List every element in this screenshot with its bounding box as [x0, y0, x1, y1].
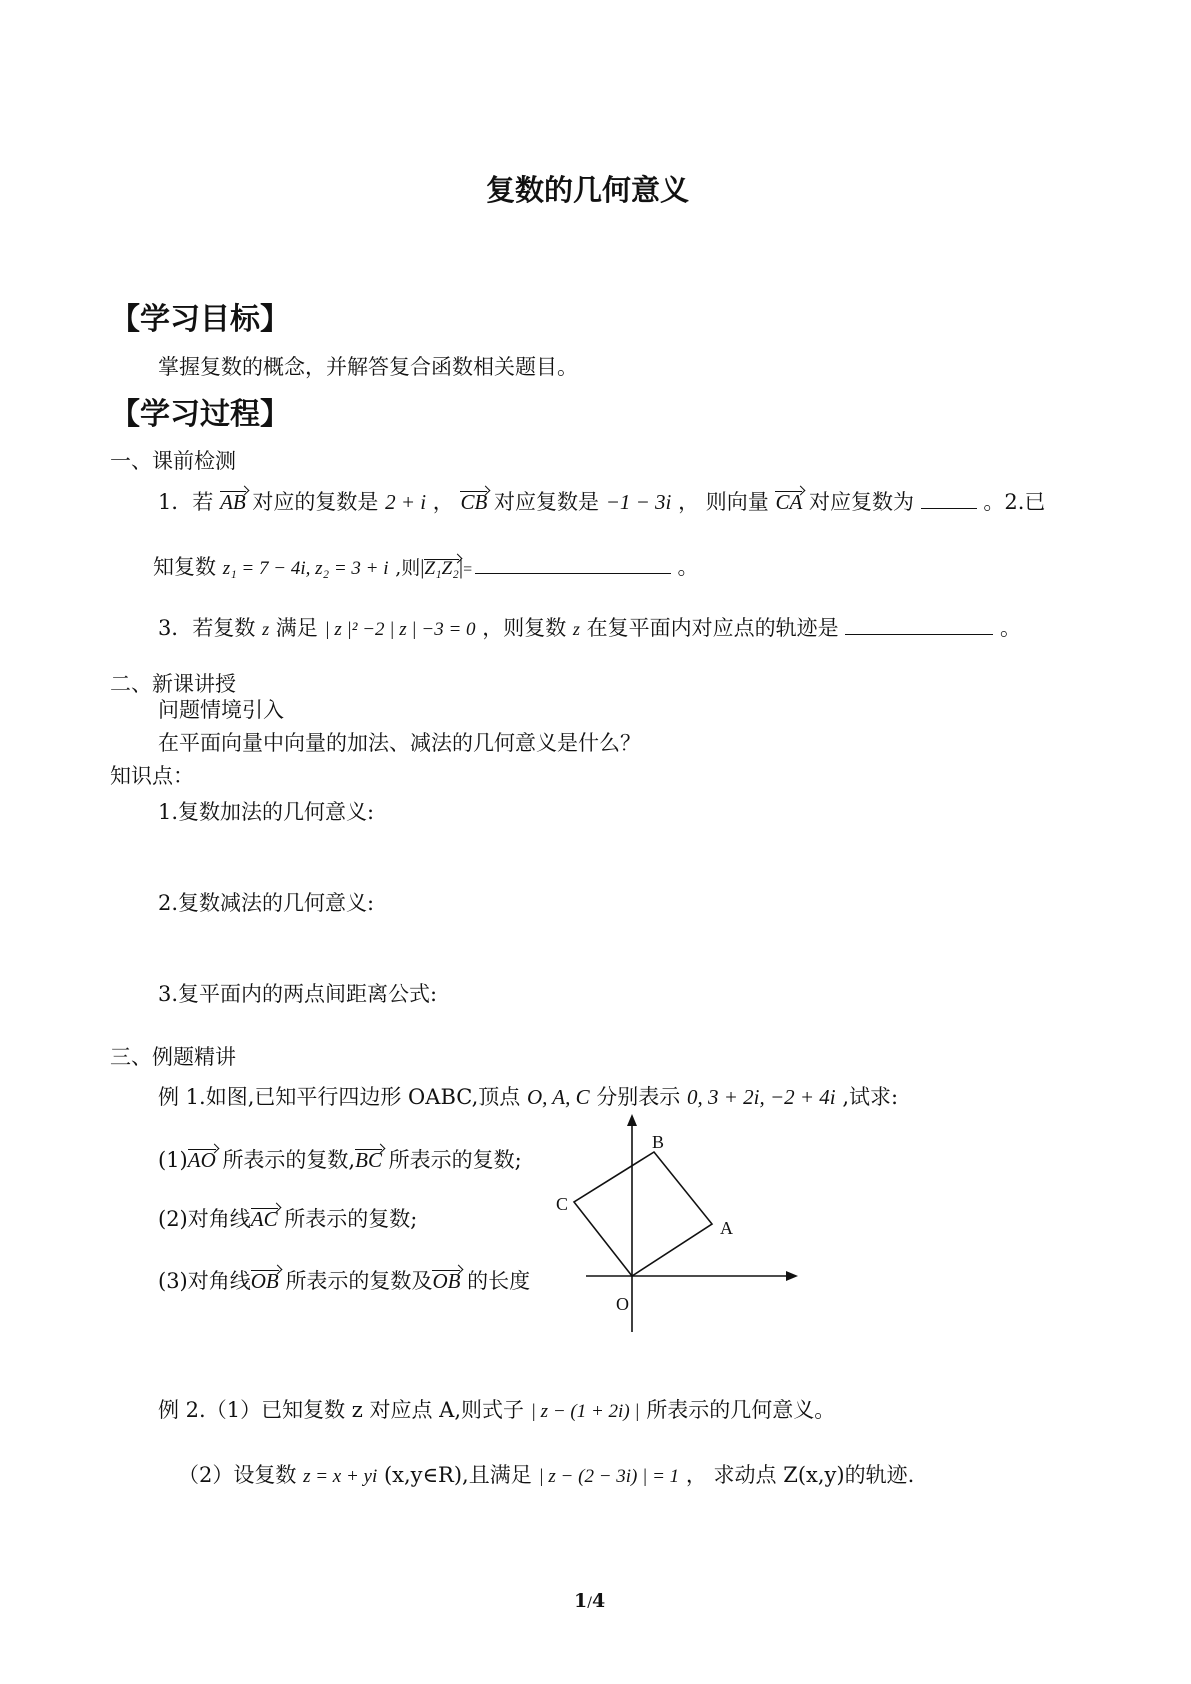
- vector-ca: CA: [775, 490, 803, 514]
- q1-comma: ，: [432, 490, 454, 514]
- vector-bc: BC: [355, 1148, 382, 1172]
- ex2b-b: (x,y∈R),且满足: [383, 1463, 532, 1487]
- vector-ao: AO: [187, 1148, 216, 1172]
- q1-text1: 对应的复数是: [252, 490, 379, 514]
- page-current: 1: [574, 1590, 588, 1612]
- q2-end: 。: [677, 555, 699, 579]
- label-a: A: [720, 1218, 733, 1238]
- q2-prefix: 知复数: [153, 555, 216, 579]
- q1-prefix: 1．若: [158, 490, 214, 514]
- q1-text4: 对应复数为: [808, 490, 914, 514]
- part2-header: 二、新课讲授: [110, 672, 236, 696]
- vector-z1z2: Z₁Z₂: [424, 558, 459, 579]
- example-2-part2: [178, 1459, 914, 1489]
- expr-oac: O, A, C: [526, 1085, 590, 1109]
- expr-z-x-yi: z = x + yi: [303, 1466, 378, 1487]
- answer-blank-3[interactable]: [845, 616, 993, 635]
- label-o: O: [616, 1294, 629, 1314]
- q3-text1: 满足: [275, 616, 318, 640]
- part2-subheading: 问题情境引入: [158, 698, 284, 722]
- vector-ob-2: OB: [432, 1269, 461, 1293]
- expr-z-equation: | z |² −2 | z | −3 = 0: [324, 619, 476, 640]
- question-3-line: [158, 612, 1021, 642]
- q1-text3: ， 则向量: [678, 490, 769, 514]
- ex1-q1-a: (1): [158, 1148, 188, 1172]
- q3-text3: 在复平面内对应点的轨迹是: [586, 616, 839, 640]
- vector-ob: OB: [250, 1269, 279, 1293]
- part2-question: 在平面向量中向量的加法、减法的几何意义是什么？: [158, 731, 641, 755]
- ex1-q2-a: (2)对角线: [158, 1207, 251, 1231]
- imag-axis-arrow-icon: [627, 1114, 637, 1126]
- example-1-q2: [158, 1203, 417, 1233]
- ex1-q1-b: 所表示的复数,: [222, 1148, 356, 1172]
- expr-abs-z-minus-1-2i: | z − (1 + 2i) |: [530, 1401, 640, 1422]
- label-c: C: [556, 1194, 569, 1214]
- page-total: 4: [591, 1590, 606, 1612]
- abs-bar-open: |: [420, 555, 425, 579]
- ex2b-c: ， 求动点 Z(x,y)的轨迹.: [685, 1463, 915, 1487]
- var-z: z: [262, 619, 270, 639]
- parallelogram-oabc: [574, 1152, 712, 1276]
- q3-end: 。: [1000, 616, 1021, 640]
- q3-text2: ，则复数: [482, 616, 567, 640]
- ex1-q3-a: (3)对角线: [158, 1269, 251, 1293]
- example-1-q1: [158, 1144, 522, 1174]
- knowledge-item-3: 3.复平面内的两点间距离公式:: [158, 982, 438, 1006]
- expr-2-plus-i: 2 + i: [385, 490, 427, 514]
- q1-text5: 。2.已: [983, 490, 1046, 514]
- label-b: B: [652, 1132, 665, 1152]
- ex2b-a: （2）设复数: [178, 1463, 297, 1487]
- ex1-text3: ,试求:: [842, 1085, 899, 1109]
- ex1-text2: 分别表示: [596, 1085, 681, 1109]
- expr-neg1-minus-3i: −1 − 3i: [605, 490, 672, 514]
- goals-text: 掌握复数的概念，并解答复合函数相关题目。: [158, 355, 578, 379]
- ex1-q2-b: 所表示的复数;: [284, 1207, 418, 1231]
- abs-bar-close: |: [458, 555, 464, 579]
- knowledge-item-2: 2.复数减法的几何意义:: [158, 891, 375, 915]
- answer-blank-1[interactable]: [921, 490, 977, 509]
- real-axis-arrow-icon: [786, 1271, 798, 1281]
- vector-ac: AC: [250, 1207, 278, 1231]
- parallelogram-figure: [540, 1110, 820, 1340]
- section-header-process: 【学习过程】: [110, 397, 290, 432]
- q3-prefix: 3．若复数: [158, 616, 256, 640]
- example-2-part1: [158, 1394, 835, 1424]
- q1-text2: 对应复数是: [494, 490, 600, 514]
- ex1-q3-b: 所表示的复数及: [285, 1269, 433, 1293]
- equals-sign: =: [463, 561, 473, 578]
- ex2-b: 所表示的几何意义。: [646, 1398, 836, 1422]
- var-z-2: z: [572, 619, 580, 639]
- ex2-a: 例 2.（1）已知复数 z 对应点 A,则式子: [158, 1398, 525, 1422]
- page-title: 复数的几何意义: [486, 173, 690, 207]
- section-header-goals: 【学习目标】: [110, 302, 290, 337]
- q2-text1: ,则: [395, 557, 421, 579]
- ex1-text1: 例 1.如图,已知平行四边形 OABC,顶点: [158, 1085, 521, 1109]
- expr-vertex-values: 0, 3 + 2i, −2 + 4i: [686, 1085, 836, 1109]
- example-1-q3: [158, 1265, 530, 1295]
- ex1-q1-c: 所表示的复数;: [388, 1148, 522, 1172]
- expr-abs-z-minus-2-3i: | z − (2 − 3i) | = 1: [538, 1466, 680, 1487]
- question-1-line: [158, 486, 1045, 516]
- part3-header: 三、例题精讲: [110, 1045, 236, 1069]
- question-2-line: [153, 551, 698, 581]
- page-number: [574, 1590, 605, 1612]
- ex1-q3-c: 的长度: [467, 1269, 531, 1293]
- answer-blank-2[interactable]: [475, 555, 671, 574]
- knowledge-item-1: 1.复数加法的几何意义:: [158, 800, 375, 824]
- page-sep: /: [587, 1595, 592, 1611]
- example-1-intro: [158, 1081, 898, 1111]
- expr-z1-z2: z₁ = 7 − 4i, z₂ = 3 + i: [222, 558, 389, 579]
- vector-cb: CB: [460, 490, 488, 514]
- part1-header: 一、课前检测: [110, 449, 236, 473]
- knowledge-label: 知识点：: [110, 764, 194, 788]
- vector-ab: AB: [220, 490, 246, 514]
